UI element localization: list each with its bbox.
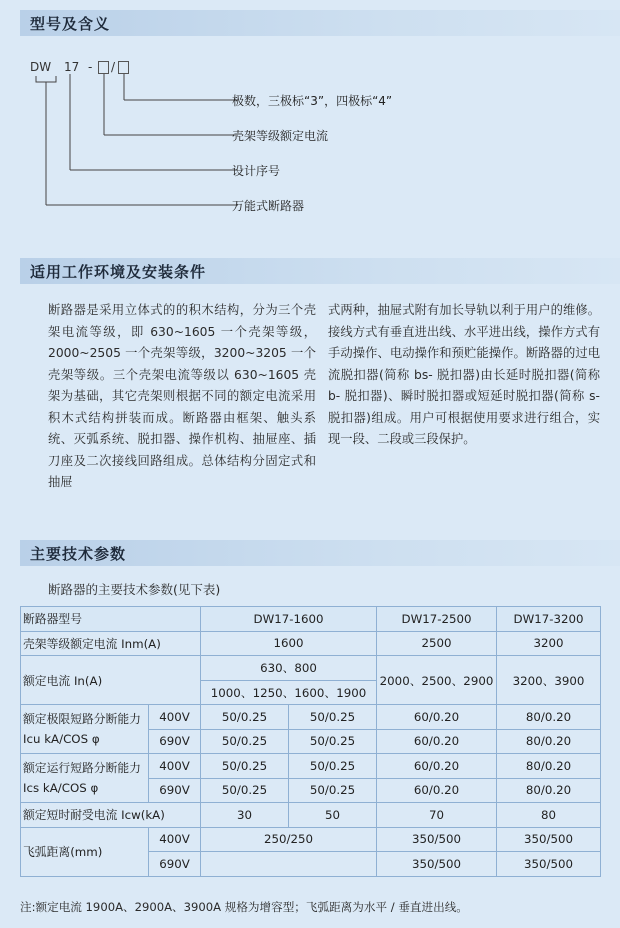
table-row bbox=[21, 656, 601, 681]
table-cell: 50/0.25 bbox=[289, 729, 377, 754]
table-row bbox=[21, 607, 601, 632]
table-cell: 60/0.20 bbox=[377, 729, 497, 754]
placeholder-box-icon bbox=[118, 61, 129, 74]
table-cell: DW17-2500 bbox=[377, 607, 497, 632]
table-cell: 额定电流 In(A) bbox=[21, 656, 201, 705]
table-cell: 80/0.20 bbox=[497, 729, 601, 754]
table-cell: 350/500 bbox=[497, 852, 601, 877]
meaning-frame-current: 壳架等级额定电流 bbox=[232, 129, 329, 143]
table-cell: 2500 bbox=[377, 631, 497, 656]
table-row bbox=[21, 754, 601, 779]
section-title: 型号及含义 bbox=[30, 14, 111, 33]
table-cell: 400V bbox=[149, 754, 201, 779]
table-cell: 2000、2500、2900 bbox=[377, 656, 497, 705]
table-cell: 50/0.25 bbox=[201, 705, 289, 730]
table-cell: 80 bbox=[497, 803, 601, 828]
table-cell: 30 bbox=[201, 803, 289, 828]
table-cell: 50/0.25 bbox=[201, 778, 289, 803]
table-cell: 60/0.20 bbox=[377, 778, 497, 803]
table-cell: 690V bbox=[149, 852, 201, 877]
section-header-specs bbox=[20, 540, 620, 566]
table-cell: 70 bbox=[377, 803, 497, 828]
table-cell: 60/0.20 bbox=[377, 754, 497, 779]
table-cell: 80/0.20 bbox=[497, 754, 601, 779]
table-cell: 400V bbox=[149, 827, 201, 852]
table-cell: 350/500 bbox=[377, 827, 497, 852]
table-cell: 250/250 bbox=[201, 827, 377, 852]
model-number: 17 bbox=[64, 60, 80, 74]
meaning-poles: 极数，三极标“3”，四极标“4” bbox=[232, 94, 393, 108]
table-cell: 60/0.20 bbox=[377, 705, 497, 730]
model-prefix: DW bbox=[30, 60, 52, 74]
table-cell: 3200 bbox=[497, 631, 601, 656]
table-cell: 1000、1250、1600、1900 bbox=[201, 680, 377, 705]
table-cell: 50/0.25 bbox=[201, 729, 289, 754]
table-cell: 3200、3900 bbox=[497, 656, 601, 705]
table-cell: 690V bbox=[149, 778, 201, 803]
table-cell: 400V bbox=[149, 705, 201, 730]
spec-table bbox=[20, 606, 601, 877]
model-slash: / bbox=[111, 60, 116, 74]
table-cell: 断路器型号 bbox=[21, 607, 201, 632]
table-row bbox=[21, 827, 601, 852]
table-cell: 额定短时耐受电流 Icw(kA) bbox=[21, 803, 201, 828]
environment-text-right: 式两种，抽屉式附有加长导轨以利于用户的维修。接线方式有垂直进出线、水平进出线，操作方式有手动操作、电动操作和预贮能操作。断路器的过电流脱扣器(简称 bs- 脱扣器)由长延时脱扣器(简称 b- 脱扣器)、瞬时脱扣器或短延时脱扣器(简称 s- 脱扣器)组成。用户可根据使用要求进行组合，实现一段、二段或三段保护。 bbox=[328, 303, 600, 446]
meaning-design-number: 设计序号 bbox=[232, 164, 281, 178]
table-cell: 50/0.25 bbox=[289, 754, 377, 779]
model-dash: - bbox=[88, 60, 93, 74]
table-row bbox=[21, 705, 601, 730]
environment-text-left: 断路器是采用立体式的的积木结构，分为三个壳架电流等级，即 630~1605 一个壳架等级，2000~2505 一个壳架等级，3200~3205 一个壳架等级。三个壳架电流等级以 630~1605 壳架为基础，其它壳架则根据不同的额定电流采用积木式结构拼装而成。断路器由框架、触头系统、灭弧系统、脱扣器、操作机构、抽屉座、插刀座及二次接线回路组成。总体结构分固定式和抽屉 bbox=[48, 303, 316, 489]
table-cell: DW17-3200 bbox=[497, 607, 601, 632]
section-title: 主要技术参数 bbox=[30, 544, 127, 563]
footnote: 注:额定电流 1900A、2900A、3900A 规格为增容型；飞弧距离为水平 / 垂直进出线。 bbox=[20, 900, 468, 914]
table-cell: 690V bbox=[149, 729, 201, 754]
table-cell: 飞弧距离(mm) bbox=[21, 827, 149, 876]
table-cell: 80/0.20 bbox=[497, 778, 601, 803]
table-cell: 壳架等级额定电流 Inm(A) bbox=[21, 631, 201, 656]
section-title: 适用工作环境及安装条件 bbox=[30, 262, 207, 281]
section-header-environment bbox=[20, 258, 620, 284]
placeholder-box-icon bbox=[98, 61, 109, 74]
meaning-breaker-type: 万能式断路器 bbox=[232, 199, 305, 213]
table-cell: 50/0.25 bbox=[289, 778, 377, 803]
table-cell: 350/500 bbox=[497, 827, 601, 852]
table-cell: DW17-1600 bbox=[201, 607, 377, 632]
model-diagram bbox=[0, 40, 620, 240]
table-cell: 1600 bbox=[201, 631, 377, 656]
section-header-model bbox=[20, 10, 620, 36]
table-cell: 50 bbox=[289, 803, 377, 828]
table-row bbox=[21, 631, 601, 656]
table-cell: 额定运行短路分断能力 Ics kA/COS φ bbox=[21, 754, 149, 803]
table-cell: 额定极限短路分断能力 Icu kA/COS φ bbox=[21, 705, 149, 754]
table-row bbox=[21, 803, 601, 828]
table-cell: 50/0.25 bbox=[289, 705, 377, 730]
table-intro: 断路器的主要技术参数(见下表) bbox=[48, 582, 221, 597]
table-cell: 350/500 bbox=[377, 852, 497, 877]
table-cell: 630、800 bbox=[201, 656, 377, 681]
table-cell: 50/0.25 bbox=[201, 754, 289, 779]
table-cell: 80/0.20 bbox=[497, 705, 601, 730]
table-cell bbox=[201, 852, 377, 877]
